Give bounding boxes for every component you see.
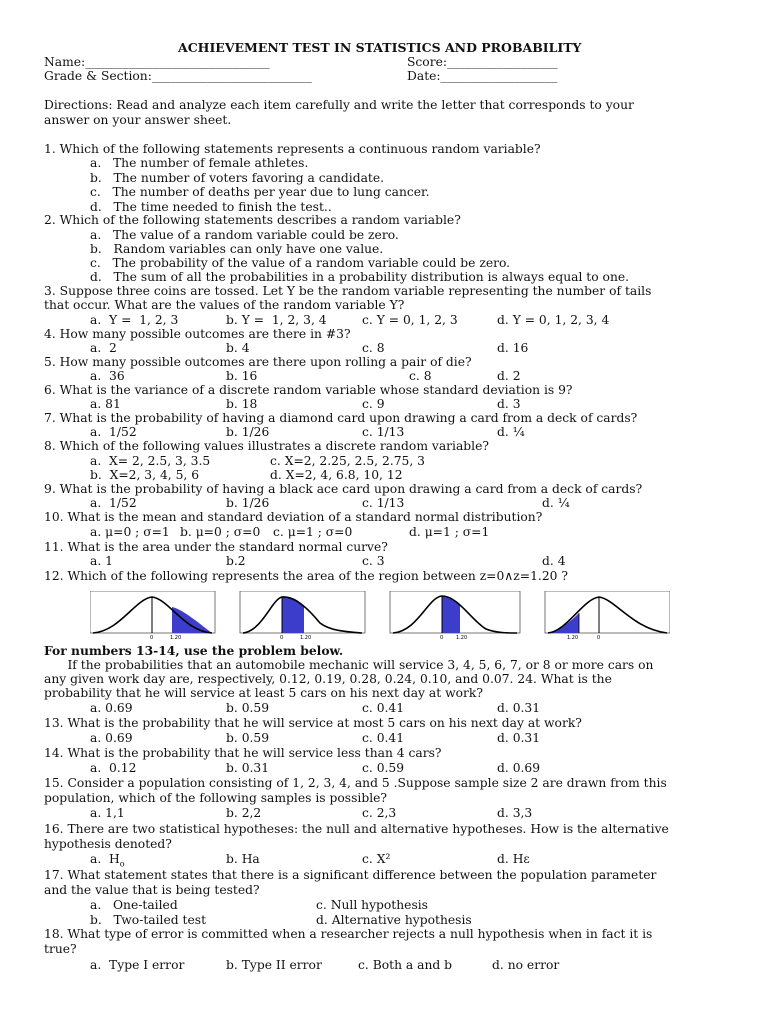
question-3-stem: that occur. What are the values of the random variable Y? — [44, 298, 405, 312]
question-5-stem: 5. How many possible outcomes are there upon rolling a pair of die? — [44, 355, 472, 369]
question-18-stem: 18. What type of error is committed when a researcher rejects a null hypothesis when in fact it is — [44, 927, 653, 941]
question-16-option-c: c. X² — [362, 852, 391, 866]
question-1-option: a. The number of female athletes. — [90, 156, 309, 170]
question-13-option-c: c. 0.41 — [362, 731, 405, 745]
question-3-option-b: b. Y = 1, 2, 3, 4 — [226, 313, 327, 327]
question-6-option-b: b. 18 — [226, 397, 258, 411]
question-11-option-b: b.2 — [226, 554, 246, 568]
normal-curve-c — [390, 591, 520, 641]
question-2-option: b. Random variables can only have one value. — [90, 242, 384, 256]
problem-option-c: c. 0.41 — [362, 701, 405, 715]
question-16-option-b: b. Ha — [226, 852, 260, 866]
question-7-option-a: a. 1/52 — [90, 425, 137, 439]
question-8-option-d: d. X=2, 4, 6.8, 10, 12 — [270, 468, 403, 482]
question-6-option-c: c. 9 — [362, 397, 385, 411]
question-13-option-b: b. 0.59 — [226, 731, 270, 745]
curve-label: 1.20 — [300, 635, 312, 641]
question-4-option-d: d. 16 — [497, 341, 529, 355]
question-15-option-d: d. 3,3 — [497, 806, 533, 820]
directions-line: Directions: Read and analyze each item carefully and write the letter that corresponds to your — [44, 98, 634, 112]
question-6-stem: 6. What is the variance of a discrete random variable whose standard deviation is 9? — [44, 383, 573, 397]
question-16-option-d: d. Hε — [497, 852, 530, 866]
question-15-stem: population, which of the following samples is possible? — [44, 791, 387, 805]
question-15-option-a: a. 1,1 — [90, 806, 125, 820]
problem-heading: For numbers 13-14, use the problem below. — [44, 643, 344, 658]
question-11-stem: 11. What is the area under the standard normal curve? — [44, 540, 388, 554]
page-title: ACHIEVEMENT TEST IN STATISTICS AND PROBABILITY — [178, 40, 582, 55]
question-2-stem: 2. Which of the following statements describes a random variable? — [44, 213, 461, 227]
question-10-stem: 10. What is the mean and standard deviation of a standard normal distribution? — [44, 510, 543, 524]
question-17-option-a: a. One-tailed — [90, 898, 178, 912]
question-16-option-a: a. $H_o$ — [90, 852, 125, 869]
normal-curve-d — [545, 591, 670, 641]
question-11-option-d: d. 4 — [542, 554, 566, 568]
question-2-option: d. The sum of all the probabilities in a probability distribution is always equal to one. — [90, 270, 630, 284]
shaded-region — [172, 607, 212, 633]
question-7-option-b: b. 1/26 — [226, 425, 270, 439]
normal-curve-a — [90, 591, 215, 641]
question-16-stem: 16. There are two statistical hypotheses: the null and alternative hypotheses. How is the alternative — [44, 822, 669, 836]
question-8-option-b: b. X=2, 3, 4, 5, 6 — [90, 468, 200, 482]
grade-section-field: Grade & Section:__________________________ — [44, 69, 312, 83]
problem-option-d: d. 0.31 — [497, 701, 541, 715]
question-9-stem: 9. What is the probability of having a black ace card upon drawing a card from a deck of cards? — [44, 482, 643, 496]
question-13-option-d: d. 0.31 — [497, 731, 541, 745]
question-1-option: b. The number of voters favoring a candidate. — [90, 171, 385, 185]
question-9-option-d: d. ¼ — [542, 496, 570, 510]
question-4-option-c: c. 8 — [362, 341, 385, 355]
question-4-option-b: b. 4 — [226, 341, 250, 355]
question-9-option-b: b. 1/26 — [226, 496, 270, 510]
problem-text: any given work day are, respectively, 0.12, 0.19, 0.28, 0.24, 0.10, and 0.07. 24. What is the — [44, 672, 612, 686]
score-field: Score:__________________ — [407, 55, 558, 69]
question-1-option: c. The number of deaths per year due to lung cancer. — [90, 185, 430, 199]
question-17-option-d: d. Alternative hypothesis — [316, 913, 472, 927]
question-17-option-c: c. Null hypothesis — [316, 898, 428, 912]
question-15-option-b: b. 2,2 — [226, 806, 262, 820]
question-17-stem: 17. What statement states that there is a significant difference between the population parameter — [44, 868, 657, 882]
question-14-option-d: d. 0.69 — [497, 761, 541, 775]
name-field: Name:______________________________ — [44, 55, 270, 69]
normal-curve-b — [240, 591, 365, 641]
problem-option-a: a. 0.69 — [90, 701, 133, 715]
question-12-stem: 12. Which of the following represents the area of the region between z=0∧z=1.20 ? — [44, 569, 568, 583]
question-8-option-c: c. X=2, 2.25, 2.5, 2.75, 3 — [270, 454, 425, 468]
question-4-option-a: a. 2 — [90, 341, 117, 355]
question-2-option: a. The value of a random variable could be zero. — [90, 228, 399, 242]
question-15-stem: 15. Consider a population consisting of 1, 2, 3, 4, and 5 .Suppose sample size 2 are drawn from this — [44, 776, 667, 790]
question-14-option-b: b. 0.31 — [226, 761, 270, 775]
question-18-option-d: d. no error — [492, 958, 560, 972]
curve-label: 0 — [440, 635, 444, 641]
directions-line: answer on your answer sheet. — [44, 113, 232, 127]
curve-label: 0 — [597, 635, 601, 641]
question-9-option-a: a. 1/52 — [90, 496, 137, 510]
question-16-stem: hypothesis denoted? — [44, 837, 172, 851]
question-2-option: c. The probability of the value of a random variable could be zero. — [90, 256, 511, 270]
curve-label: 0 — [280, 635, 284, 641]
question-6-option-a: a. 81 — [90, 397, 121, 411]
question-15-option-c: c. 2,3 — [362, 806, 397, 820]
question-8-option-a: a. X= 2, 2.5, 3, 3.5 — [90, 454, 211, 468]
question-6-option-d: d. 3 — [497, 397, 521, 411]
problem-text: probability that he will service at least 5 cars on his next day at work? — [44, 686, 483, 700]
question-18-option-b: b. Type II error — [226, 958, 322, 972]
question-11-option-c: c. 3 — [362, 554, 385, 568]
question-9-option-c: c. 1/13 — [362, 496, 405, 510]
question-8-stem: 8. Which of the following values illustrates a discrete random variable? — [44, 439, 489, 453]
shaded-region — [442, 596, 460, 633]
question-5-option-a: a. 36 — [90, 369, 125, 383]
question-14-option-c: c. 0.59 — [362, 761, 405, 775]
question-3-option-a: a. Y = 1, 2, 3 — [90, 313, 179, 327]
curve-label: 1.20 — [170, 635, 182, 641]
question-1-option: d. The time needed to finish the test.. — [90, 200, 332, 214]
question-1-stem: 1. Which of the following statements represents a continuous random variable? — [44, 142, 541, 156]
curve-label: 0 — [150, 635, 154, 641]
question-18-option-a: a. Type I error — [90, 958, 185, 972]
question-7-option-d: d. ¼ — [497, 425, 525, 439]
question-7-option-c: c. 1/13 — [362, 425, 405, 439]
problem-text: If the probabilities that an automobile mechanic will service 3, 4, 5, 6, 7, or 8 or more cars on — [44, 658, 654, 672]
question-11-option-a: a. 1 — [90, 554, 113, 568]
question-14-stem: 14. What is the probability that he will service less than 4 cars? — [44, 746, 442, 760]
question-17-stem: and the value that is being tested? — [44, 883, 260, 897]
question-17-option-b: b. Two-tailed test — [90, 913, 207, 927]
curve-label: 1.20 — [456, 635, 468, 641]
question-13-option-a: a. 0.69 — [90, 731, 133, 745]
question-18-stem: true? — [44, 942, 77, 956]
date-field: Date:___________________ — [407, 69, 558, 83]
question-14-option-a: a. 0.12 — [90, 761, 137, 775]
curve-label: 1.20 — [567, 635, 579, 641]
question-10-option-d: d. μ=1 ; σ=1 — [409, 525, 490, 539]
question-10-option-b: b. μ=0 ; σ=0 — [180, 525, 261, 539]
question-13-stem: 13. What is the probability that he will service at most 5 cars on his next day at work? — [44, 716, 582, 730]
question-5-option-d: d. 2 — [497, 369, 521, 383]
question-3-option-c: c. Y = 0, 1, 2, 3 — [362, 313, 458, 327]
problem-option-b: b. 0.59 — [226, 701, 270, 715]
question-7-stem: 7. What is the probability of having a diamond card upon drawing a card from a deck of cards? — [44, 411, 638, 425]
question-3-stem: 3. Suppose three coins are tossed. Let Y be the random variable representing the number of tails — [44, 284, 652, 298]
normal-curve-options — [90, 591, 670, 641]
shaded-region — [282, 597, 304, 633]
question-10-option-a: a. μ=0 ; σ=1 — [90, 525, 170, 539]
question-3-option-d: d. Y = 0, 1, 2, 3, 4 — [497, 313, 610, 327]
question-10-option-c: c. μ=1 ; σ=0 — [273, 525, 353, 539]
question-5-option-c: c. 8 — [409, 369, 432, 383]
question-4-stem: 4. How many possible outcomes are there in #3? — [44, 327, 351, 341]
question-18-option-c: c. Both a and b — [358, 958, 453, 972]
question-5-option-b: b. 16 — [226, 369, 258, 383]
